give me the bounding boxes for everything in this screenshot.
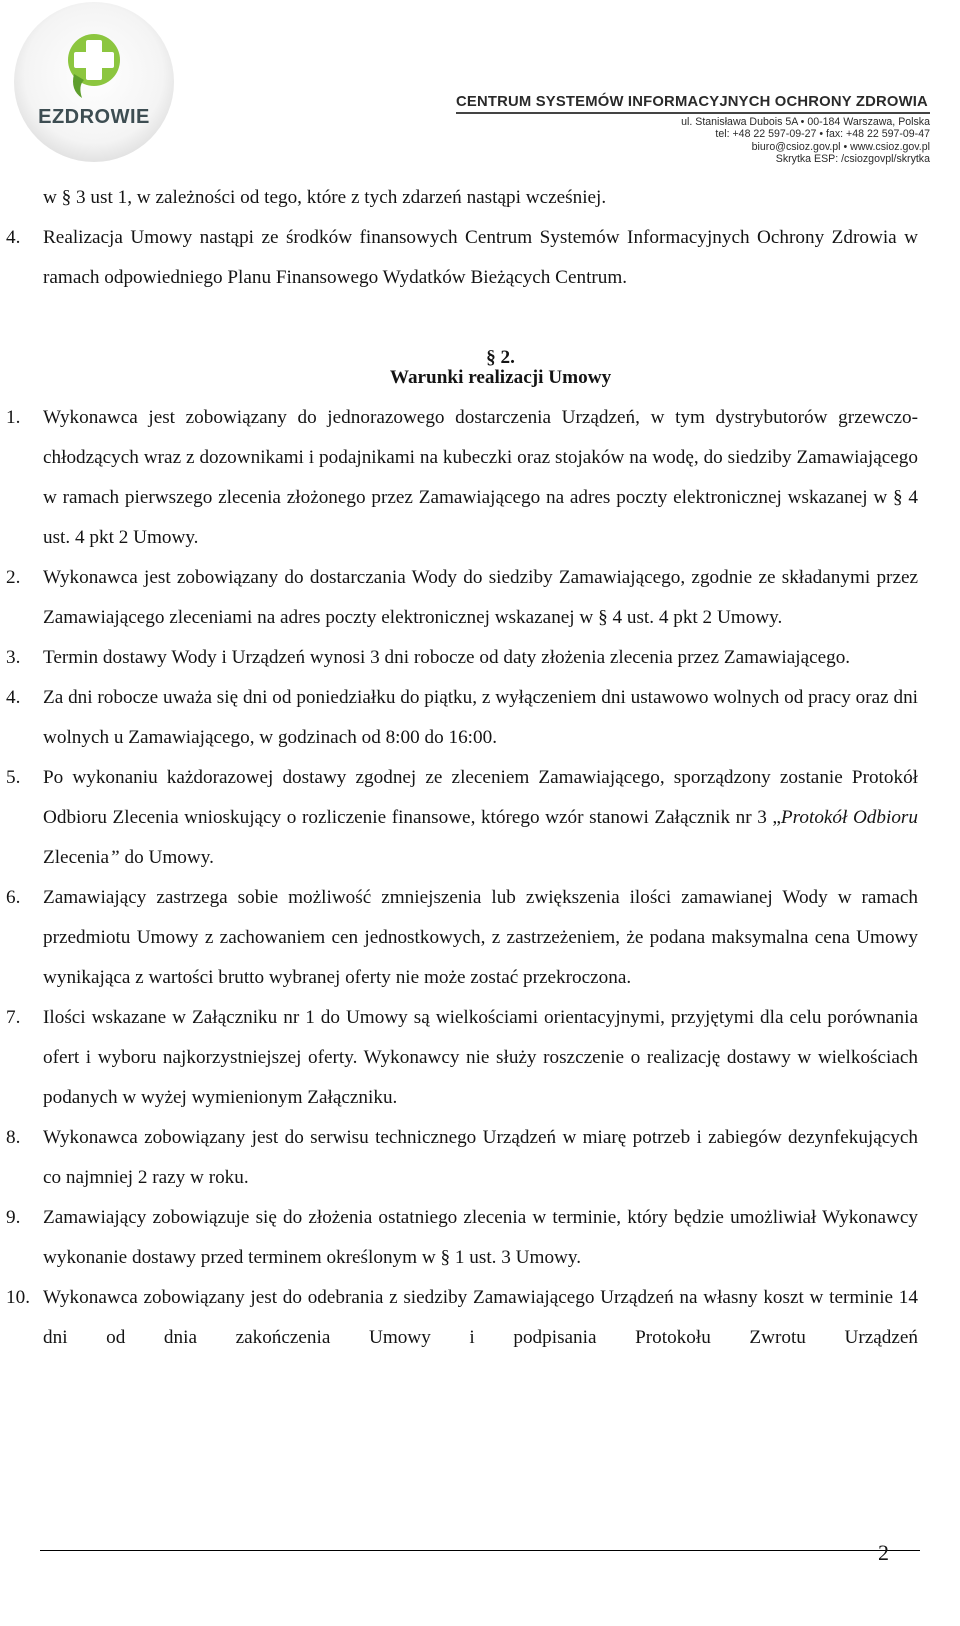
section-number: § 2. [486, 347, 515, 368]
esp-line: Skrytka ESP: /csiozgovpl/skrytka [775, 153, 930, 166]
continuation-text: w § 3 ust 1, w zależności od tego, które z tych zdarzeń nastąpi wcześniej. [43, 187, 607, 208]
list-item [6, 1198, 918, 1278]
header-divider [456, 112, 930, 114]
item-text: Zamawiający zastrzega sobie możliwość zmniejszenia lub zwiększenia ilości zamawianej Wody w ramach przedmiotu Umowy z zachowaniem cen jednostkowych, z zastrzeżeniem, że podana maksymalna cena Umowy wynikająca z wartości brutto wybranej oferty nie może zostać przekroczona. [43, 887, 918, 988]
item-text: Za dni robocze uważa się dni od poniedziałku do piątku, z wyłączeniem dni ustawowo wolnych od pracy oraz dni wolnych u Zamawiającego, w godzinach od 8:00 do 16:00. [43, 687, 918, 748]
logo-text: EZDROWIE [38, 106, 150, 128]
list-item [6, 878, 918, 998]
item-number: 4. [6, 227, 21, 248]
item-number: 1. [6, 407, 21, 428]
list-item [6, 678, 918, 758]
list-item [6, 1118, 918, 1198]
address-line: ul. Stanisława Dubois 5A • 00-184 Warszawa, Polska [681, 116, 930, 128]
item-number: 10. [6, 1287, 30, 1308]
cross-icon [60, 30, 128, 102]
footer-divider [40, 1550, 920, 1551]
list-item [6, 998, 918, 1118]
document-body [6, 178, 918, 1358]
list-item [6, 638, 918, 678]
item-text: Termin dostawy Wody i Urządzeń wynosi 3 dni robocze od daty złożenia zlecenia przez Zamawiającego. [43, 647, 851, 668]
item-number: 8. [6, 1127, 21, 1148]
item-text-italic: ” [109, 847, 120, 868]
phone-line: tel: +48 22 597-09-27 • fax: +48 22 597-09-47 [715, 128, 930, 141]
item-number: 4. [6, 687, 21, 708]
logo-badge [14, 2, 174, 162]
org-name: CENTRUM SYSTEMÓW INFORMACYJNYCH OCHRONY ZDROWIA [456, 94, 928, 110]
item-text-italic: Protokół Odbioru [780, 807, 918, 828]
item-text-part: Zlecenia [43, 847, 110, 868]
item-number: 6. [6, 887, 21, 908]
item-text [43, 758, 918, 878]
list-item [6, 218, 918, 298]
item-number: 2. [6, 567, 21, 588]
item-text: Zamawiający zobowiązuje się do złożenia ostatniego zlecenia w terminie, który będzie umożliwiał Wykonawcy wykonanie dostawy przed terminem określonym w § 1 ust. 3 Umowy. [43, 1207, 918, 1268]
item-text: Realizacja Umowy nastąpi ze środków finansowych Centrum Systemów Informacyjnych Ochrony Zdrowia w ramach odpowiedniego Planu Finansowego Wydatków Bieżących Centrum. [43, 227, 918, 288]
address-block [670, 116, 930, 166]
item-text: Wykonawca zobowiązany jest do serwisu technicznego Urządzeń w miarę potrzeb i zabiegów dezynfekujących co najmniej 2 razy w roku. [43, 1127, 918, 1188]
item-text: Ilości wskazane w Załączniku nr 1 do Umowy są wielkościami orientacyjnymi, przyjętymi dla celu porównania ofert i wyboru najkorzystniejszej oferty. Wykonawcy nie służy roszczenie o realizację dostawy w wielkościach podanych w wyżej wymienionym Załączniku. [43, 1007, 918, 1108]
list-item [6, 1278, 918, 1358]
list-item [6, 758, 918, 878]
item-number: 7. [6, 1007, 21, 1028]
page-number: 2 [878, 1540, 889, 1565]
item-number: 9. [6, 1207, 21, 1228]
item-text: Wykonawca jest zobowiązany do dostarczania Wody do siedziby Zamawiającego, zgodnie ze składanymi przez Zamawiającego zleceniami na adres poczty elektronicznej wskazanej w § 4 ust. 4 pkt 2 Umowy. [43, 567, 918, 628]
contact-line: biuro@csioz.gov.pl • www.csioz.gov.pl [751, 140, 930, 153]
item-text-part: do Umowy. [119, 847, 214, 868]
item-text-part: Po wykonaniu każdorazowej dostawy zgodnej ze zleceniem Zamawiającego, sporządzony zostanie Protokół Odbioru Zlecenia wnioskujący o rozliczenie finansowe, którego wzór stanowi Załącznik nr 3 „ [43, 767, 918, 828]
spacer [43, 298, 918, 338]
item-number: 3. [6, 647, 21, 668]
list-item [6, 558, 918, 638]
item-text: Wykonawca jest zobowiązany do jednorazowego dostarczenia Urządzeń, w tym dystrybutorów grzewczo-chłodzących wraz z dozownikami i podajnikami na kubeczki oraz stojaków na wodę, do siedziby Zamawiającego w ramach pierwszego zlecenia złożonego przez Zamawiającego na adres poczty elektronicznej wskazanej w § 4 ust. 4 pkt 2 Umowy. [43, 407, 918, 548]
item-number: 5. [6, 767, 21, 788]
list-item [6, 398, 918, 558]
item-text: Wykonawca zobowiązany jest do odebrania z siedziby Zamawiającego Urządzeń na własny koszt w terminie 14 dni od dnia zakończenia Umowy i podpisania Protokołu Zwrotu Urządzeń [43, 1287, 918, 1348]
section-title: Warunki realizacji Umowy [389, 367, 612, 388]
